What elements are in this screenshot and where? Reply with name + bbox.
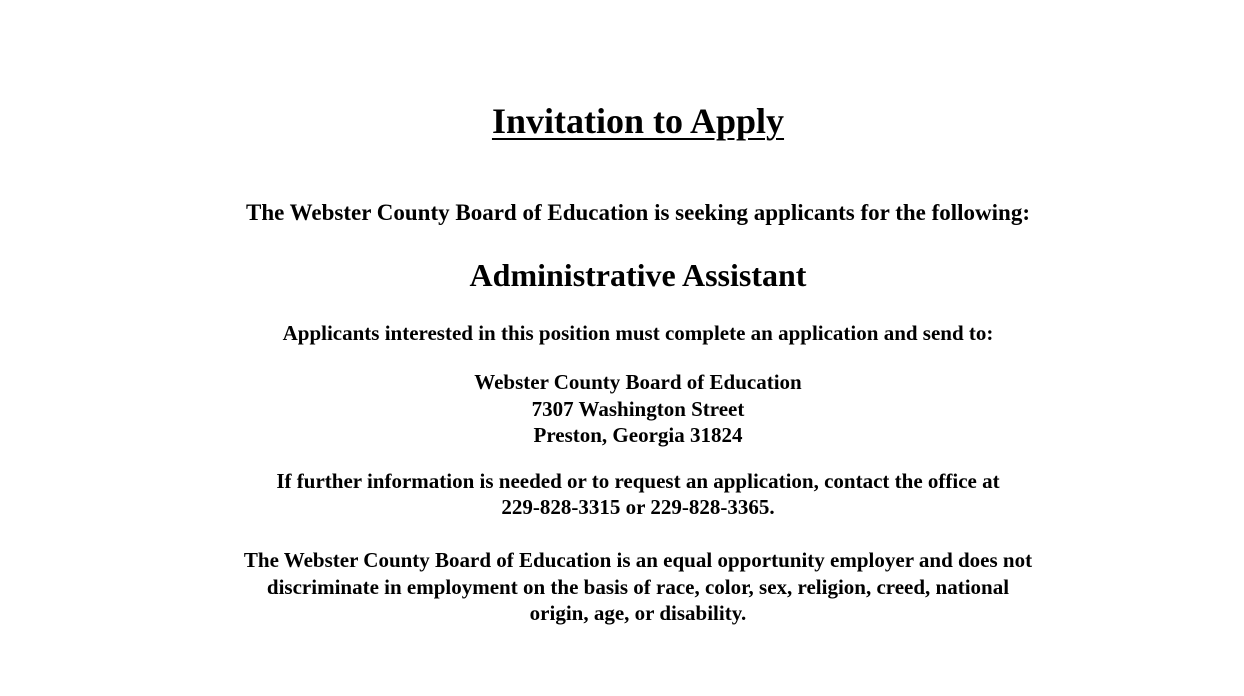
address-street: 7307 Washington Street bbox=[531, 396, 745, 421]
contact-info bbox=[0, 468, 1244, 520]
document-title: Invitation to Apply bbox=[491, 101, 785, 141]
eeo-line-1: The Webster County Board of Education is an equal opportunity employer and does not bbox=[243, 548, 1033, 572]
intro-text: The Webster County Board of Education is seeking applicants for the following: bbox=[246, 200, 1030, 225]
position-title: Administrative Assistant bbox=[469, 257, 807, 293]
eeo-line-2: discriminate in employment on the basis of race, color, sex, religion, creed, national bbox=[266, 574, 1010, 599]
contact-line-1: If further information is needed or to request an application, contact the office at bbox=[276, 469, 1000, 493]
equal-opportunity-statement bbox=[0, 547, 1244, 627]
eeo-line-3: origin, age, or disability. bbox=[529, 601, 747, 625]
contact-phone-numbers: 229-828-3315 or 229-828-3365. bbox=[501, 495, 775, 519]
application-instructions: Applicants interested in this position must complete an application and send to: bbox=[282, 321, 994, 345]
mailing-address bbox=[0, 369, 1244, 449]
address-organization: Webster County Board of Education bbox=[474, 370, 802, 394]
address-city-state-zip: Preston, Georgia 31824 bbox=[533, 423, 743, 447]
